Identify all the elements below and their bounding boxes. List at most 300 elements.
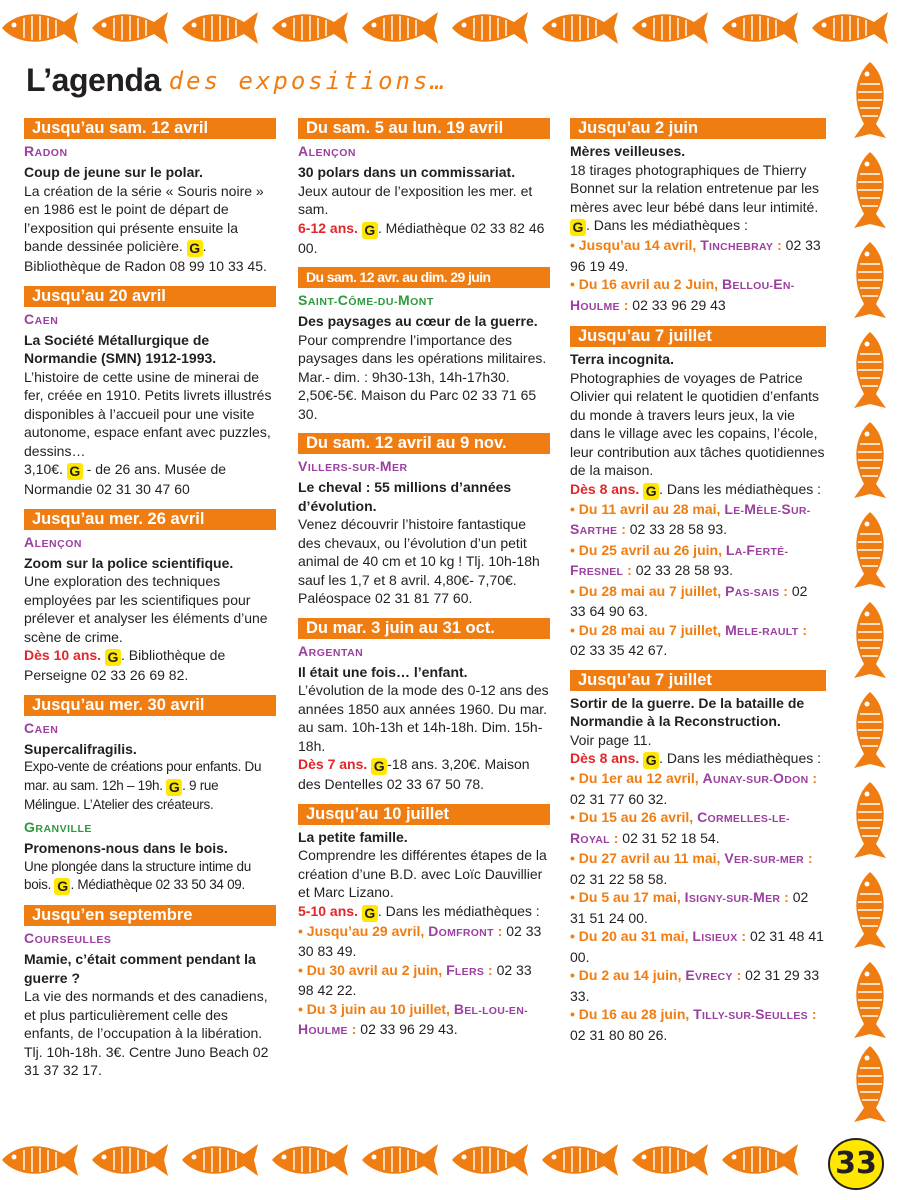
place-initial: F [746, 541, 756, 558]
fish-icon [812, 12, 888, 44]
place-name [298, 142, 550, 163]
event-block [24, 118, 276, 276]
place-initial: C [697, 809, 708, 825]
list-sep: : [623, 562, 636, 578]
list-place [446, 962, 484, 978]
place-name [298, 642, 550, 663]
list-place [703, 770, 809, 786]
event-description [570, 369, 826, 500]
fish-icon [182, 12, 258, 44]
fish-icon [2, 12, 78, 44]
phone-number: 02 33 96 19 49. [570, 237, 821, 274]
place-rest: ERTÉ- [755, 545, 789, 558]
list-item [570, 541, 826, 582]
description-text: La création de la série « Souris noire » en 1986 est le point de départ de l’exposition qui présente ensuite la bande dessinée policière. [24, 182, 264, 254]
place-rest: RANVILLE [35, 823, 92, 835]
event-title: Promenons-nous dans le bois. [24, 840, 228, 856]
place-initial: H [570, 296, 581, 313]
date-header: Jusqu’en septembre [24, 905, 276, 926]
fish-icon [452, 12, 528, 44]
place-initial: A [298, 642, 309, 659]
place-initial: M [744, 500, 757, 517]
event-description [24, 858, 276, 896]
venue-text: . Dans les médiathèques : [659, 750, 822, 766]
place-initial: A [24, 533, 35, 550]
event-block [570, 670, 826, 1045]
column-1 [24, 118, 276, 1090]
list-item [298, 922, 550, 961]
date-header: Jusqu’au 2 juin [570, 118, 826, 139]
place-initial: L [692, 928, 702, 944]
column-2 [298, 118, 550, 1051]
description-text: Expo-vente de créations pour enfants. Du mar. au sam. 12h – 19h. [24, 759, 262, 793]
event-title: Sortir de la guerre. De la bataille de Normandie à la Reconstruction. [570, 694, 805, 729]
place-initial: P [725, 582, 735, 599]
list-place [685, 967, 732, 983]
place-initial: M [753, 889, 766, 905]
age-range: Dès 10 ans. [24, 647, 102, 663]
list-item [570, 849, 826, 888]
list-item [298, 1000, 550, 1041]
fish-icon [92, 12, 168, 44]
place-rest: DON [784, 774, 809, 786]
place-rest: LENÇON [34, 537, 82, 550]
list-date: • Du 30 avril au 2 juin, [298, 961, 447, 978]
place-rest: LENÇON [308, 147, 356, 159]
place-name [298, 291, 550, 312]
date-header: Du sam. 12 avril au 9 nov. [298, 433, 550, 454]
place-initial: A [702, 770, 713, 786]
list-date: • Du 16 au 28 juin, [570, 1006, 694, 1022]
fish-icon [854, 1046, 886, 1122]
place-initial: H [298, 1021, 309, 1037]
place-name [24, 310, 276, 331]
place-rest: N- [782, 280, 795, 292]
event-description [24, 368, 276, 499]
event-description [24, 572, 276, 685]
place-rest: OULME [580, 300, 620, 313]
place-rest: OURSEULLES [34, 934, 112, 946]
phone-number: 02 31 48 41 00. [570, 928, 824, 965]
list-sep: : [807, 1006, 817, 1022]
phone-number: 02 33 98 42 22. [298, 961, 532, 998]
list-place [428, 923, 494, 939]
g-badge-icon: G [362, 905, 378, 922]
fish-icon [362, 1144, 438, 1176]
place-rest: ELE-RAULT [737, 625, 799, 638]
list-item [570, 582, 826, 621]
g-badge-icon: G [643, 483, 659, 500]
place-initial: T [700, 237, 710, 253]
place-rest: ÈLE- [756, 504, 782, 517]
fish-icon [854, 62, 886, 138]
list-sep: : [617, 521, 630, 537]
fish-icon [854, 152, 886, 228]
event-block [570, 326, 826, 660]
event-title: Terra incognita. [570, 351, 674, 367]
list-date: • Du 20 au 31 mai, [570, 928, 693, 944]
place-initial: V [724, 850, 734, 866]
place-initial: T [693, 1006, 703, 1022]
list-sep: : [347, 1021, 361, 1037]
event-description [570, 731, 826, 770]
fish-icon [854, 332, 886, 408]
list-date: • Du 3 juin au 10 juillet, [298, 1000, 454, 1017]
place-rest: LERS [454, 965, 485, 978]
place-initial: E [773, 276, 783, 292]
place-rest: OMFRONT [438, 926, 494, 939]
event-description [24, 182, 276, 276]
column-3 [570, 118, 826, 1054]
event-title: La petite famille. [298, 828, 408, 845]
event-description [298, 846, 550, 922]
place-name [298, 457, 550, 478]
venue-text: -18 ans. 3,20€. Maison des Dentelles 02 33 67 50 78. [298, 756, 530, 792]
event-description [24, 758, 276, 814]
event-block [24, 695, 276, 896]
place-name [24, 818, 276, 839]
event-title: Mères veilleuses. [570, 143, 686, 159]
age-range: Dès 8 ans. [570, 750, 640, 766]
date-header: Du sam. 12 avr. au dim. 29 juin [298, 267, 550, 288]
list-sep: : [808, 770, 818, 786]
list-date: • Du 28 mai au 7 juillet, [570, 621, 726, 638]
list-date: • Jusqu’au 29 avril, [298, 922, 429, 939]
list-place [724, 850, 804, 866]
list-place [685, 889, 781, 905]
description-text: 18 tirages photographiques de Thierry Bonnet sur la relation entretenue par les mères avec leur bébé dans leur intimité. [570, 161, 820, 215]
place-rest: OYAL [580, 833, 610, 846]
place-rest: ELLOU- [732, 280, 774, 292]
event-title: Des paysages au cœur de la guerre. [298, 313, 538, 329]
date-header: Jusqu’au sam. 12 avril [24, 118, 276, 139]
description-text: Une exploration des techniques employées par les scientifiques pour prélever et analyser les éléments d’une scène de crime. [24, 573, 268, 645]
list-item [570, 927, 826, 966]
list-date: • Du 25 avril au 26 juin, [570, 541, 726, 558]
event-description [298, 681, 550, 794]
fish-border-right [830, 56, 902, 1126]
event-title: Le cheval : 55 millions d’années d’évolution. [298, 479, 512, 514]
date-header: Jusqu’au 20 avril [24, 286, 276, 307]
fish-icon [854, 692, 886, 768]
date-header: Jusqu’au 7 juillet [570, 326, 826, 347]
list-date: • Du 11 avril au 28 mai, [570, 500, 725, 517]
place-initial: S [781, 500, 792, 517]
g-badge-icon: G [54, 878, 70, 895]
event-title: Supercalifragilis. [24, 740, 137, 757]
list-item [570, 500, 826, 541]
fish-icon [854, 782, 886, 858]
page-number [826, 1136, 886, 1192]
list-date: • Du 5 au 17 mai, [570, 889, 685, 905]
event-block [24, 905, 276, 1080]
event-title: Coup de jeune sur le polar. [24, 164, 203, 180]
list-sep: : [804, 850, 813, 866]
g-badge-icon: G [362, 222, 378, 239]
event-block [298, 804, 550, 1041]
list-sep: : [773, 237, 786, 253]
fish-icon [542, 12, 618, 44]
age-range: 5-10 ans. [298, 902, 358, 919]
list-place [700, 237, 773, 253]
description-text: L’histoire de cette usine de minerai de fer, créée en 1910. Petits livrets illustrés disponibles à l’accueil pour une visite autonome, espace enfant avec puzzles, dessins… [24, 368, 272, 459]
place-initial: L [725, 541, 735, 558]
place-rest: RESNEL [578, 566, 624, 578]
place-initial: F [446, 961, 455, 978]
phone-number: 02 31 52 18 54. [622, 829, 720, 846]
fish-icon [182, 1144, 258, 1176]
page-title [26, 62, 448, 112]
list-item [570, 769, 826, 808]
list-sep: : [732, 967, 746, 983]
date-header: Jusqu’au 7 juillet [570, 670, 826, 691]
fish-icon [722, 12, 798, 44]
date-header: Du mar. 3 juin au 31 oct. [298, 618, 550, 639]
place-rest: SIGNY-SUR- [688, 893, 754, 905]
fish-icon [272, 1144, 348, 1176]
place-initial: D [428, 922, 439, 939]
place-initial: E [685, 967, 696, 983]
event-description: La vie des normands et des canadiens, et plus particulièrement celle des enfants, de l’occupation à la libération. Tlj. 10h-18h. 3€. Centre Juno Beach 02 31 37 32 17. [24, 988, 269, 1078]
fish-border-top [0, 0, 902, 56]
fish-icon [854, 512, 886, 588]
fish-icon [854, 602, 886, 678]
fish-icon [854, 242, 886, 318]
date-header: Jusqu’au mer. 26 avril [24, 509, 276, 530]
place-rest: UNAY-SUR- [712, 774, 774, 786]
place-initial: S [570, 521, 580, 537]
place-rest: OULME [308, 1025, 348, 1037]
phone-number: 02 31 80 80 26. [570, 1026, 668, 1043]
fish-icon [452, 1144, 528, 1176]
date-header: Jusqu’au 10 juillet [298, 804, 550, 825]
place-rest: ÔME-DU- [348, 296, 398, 308]
phone-number: 02 33 64 90 63. [570, 582, 808, 619]
place-rest: ORMELLES-LE- [707, 813, 790, 825]
place-rest: AINT- [307, 296, 338, 308]
place-initial: B [721, 276, 733, 292]
list-place [693, 1006, 808, 1022]
list-date: • Du 28 mai au 7 juillet, [570, 582, 726, 599]
venue-text: . Dans les médiathèques : [659, 480, 822, 497]
description-text: Une plongée dans la structure intime du bois. [24, 858, 251, 892]
list-item [298, 961, 550, 1000]
g-badge-icon: G [371, 758, 387, 775]
event-block [298, 118, 550, 257]
place-initial: S [298, 292, 308, 308]
venue-text: . Dans les médiathèques : [377, 902, 540, 919]
g-badge-icon: G [67, 463, 83, 480]
place-rest: AS-SAIS [734, 586, 780, 599]
place-initial: V [298, 458, 308, 474]
g-badge-icon: G [570, 219, 586, 236]
list-sep: : [780, 889, 793, 905]
phone-number: 02 31 51 24 00. [570, 889, 809, 926]
list-date: • Jusqu’au 14 avril, [570, 237, 701, 253]
phone-number: 02 33 28 58 93. [635, 562, 734, 578]
event-title: Mamie, c’était comment pendant la guerre ? [24, 951, 256, 986]
venue-text: . Médiathèque 02 33 50 34 09. [70, 877, 245, 892]
fish-icon [854, 872, 886, 948]
phone-number: 02 33 35 42 67. [570, 642, 668, 658]
place-rest: AEN [34, 314, 59, 327]
event-block [298, 618, 550, 794]
event-description: Pour comprendre l’importance des paysages dans les opérations militaires. Mar.- dim. : 9h30-13h, 14h-17h30. 2,50€-5€. Maison du Parc 02 33 71 65 30. [298, 331, 547, 422]
phone-number: 02 33 28 58 93. [629, 521, 728, 537]
place-name [24, 929, 276, 950]
place-rest: ER [765, 893, 781, 905]
description-text: Comprendre les différentes étapes de la création d’une B.D. avec Loïc Dauvillier et Marc Lizano. [298, 847, 547, 900]
g-badge-icon: G [166, 779, 182, 796]
list-item [570, 621, 826, 660]
phone-number: 02 33 30 83 49. [298, 922, 542, 959]
place-rest: E- [733, 504, 745, 517]
list-place [725, 583, 779, 599]
place-initial: A [298, 143, 309, 159]
description-text: Photographies de voyages de Patrice Olivier qui relatent le quotidien d’enfants du monde à travers leurs jeux, la vie dans le village avec les copains, l’école, leur contribution aux tâches quotidiennes de la maison. [570, 369, 825, 478]
phone-number: 02 31 29 33 33. [570, 967, 820, 1004]
place-initial: C [24, 930, 35, 946]
place-rest: AEN [34, 723, 59, 736]
venue-text: . Bibliothèque de Perseigne 02 33 26 69 82. [24, 647, 226, 683]
event-title: La Société Métallurgique de Normandie (SMN) 1912-1993. [24, 331, 217, 366]
g-badge-icon: G [105, 649, 121, 666]
list-date: • Du 2 au 14 juin, [570, 967, 686, 983]
list-item [570, 966, 826, 1005]
list-item [570, 808, 826, 849]
place-rest: ISIEUX [701, 932, 738, 944]
place-name [24, 533, 276, 554]
place-rest: ILLY-SUR- [702, 1010, 756, 1022]
date-header: Du sam. 5 au lun. 19 avril [298, 118, 550, 139]
place-rest: ARTHE [579, 525, 618, 537]
age-range: Dès 8 ans. [570, 480, 640, 497]
venue-text: . Dans les médiathèques : [586, 217, 748, 233]
place-rest: ONT [410, 296, 434, 308]
venue-text: . 9 rue Mélingue. L’Atelier des créateurs. [24, 777, 219, 812]
title-main: L’agenda [26, 62, 161, 98]
list-sep: : [737, 928, 750, 944]
place-rest: ADON [34, 147, 68, 159]
description-text: L’évolution de la mode des 0-12 ans des années 1850 aux années 1960. Du mar. au sam. 10h-13h et 14h-18h. Dim. 15h-18h. [298, 682, 549, 754]
phone-number: 02 31 22 58 58. [570, 870, 668, 887]
list-sep: : [484, 961, 497, 978]
place-rest: A- [734, 545, 747, 558]
list-place [692, 928, 737, 944]
age-range: 6-12 ans. [298, 219, 358, 236]
fish-icon [854, 962, 886, 1038]
list-date: • Du 15 au 26 avril, [570, 809, 698, 825]
phone-number: 02 33 96 29 43. [360, 1021, 458, 1037]
age-range: Dès 7 ans. [298, 756, 368, 772]
place-rest: UR- [791, 504, 811, 517]
fish-icon [542, 1144, 618, 1176]
list-item [570, 275, 826, 316]
list-place [725, 622, 798, 638]
list-date: • Du 1er au 12 avril, [570, 770, 703, 786]
list-sep: : [779, 582, 792, 599]
event-block [570, 118, 826, 316]
fish-icon [92, 1144, 168, 1176]
fish-icon [272, 12, 348, 44]
list-date: • Du 27 avril au 11 mai, [570, 850, 725, 866]
place-initial: C [337, 292, 349, 308]
place-rest: INCHEBRAY [709, 241, 774, 253]
date-header: Jusqu’au mer. 30 avril [24, 695, 276, 716]
place-initial: O [773, 770, 785, 786]
fish-icon [854, 422, 886, 498]
event-block [298, 267, 550, 423]
fish-icon [722, 1144, 798, 1176]
place-initial: C [24, 310, 35, 327]
fish-icon [2, 1144, 78, 1176]
event-title: Il était une fois… l’enfant. [298, 663, 468, 680]
venue-text: . Médiathèque 02 33 82 46 00. [298, 219, 545, 256]
event-title: Zoom sur la police scientifique. [24, 554, 234, 571]
g-badge-icon: G [643, 752, 659, 769]
place-rest: ILLERS-SUR- [307, 462, 380, 474]
place-rest: RGENTAN [308, 646, 364, 659]
list-item [570, 888, 826, 927]
venue-text: - de 26 ans. Musée de Normandie 02 31 30 47 60 [24, 461, 227, 497]
phone-number: 02 31 77 60 32. [570, 790, 668, 807]
description-text: Voir page 11. [570, 731, 652, 748]
place-initial: S [755, 1006, 765, 1022]
event-description: Venez découvrir l’histoire fantastique des chevaux, ou l’évolution d’un petit animal de 40 cm et 10 kg ! Tlj. 10h-18h sauf les 1,7 et 8 avril. 4,80€- 7,70€. Paléospace 02 31 81 77 60. [298, 516, 540, 606]
list-item [570, 236, 826, 275]
list-sep: : [609, 829, 623, 846]
place-initial: G [24, 819, 36, 835]
event-block [24, 509, 276, 685]
place-name [24, 142, 276, 163]
place-initial: F [570, 562, 579, 578]
place-initial: C [24, 719, 35, 736]
place-initial: M [379, 458, 393, 474]
title-script: des expositions… [168, 66, 448, 95]
page-number-text: 33 [835, 1146, 877, 1181]
list-sep: : [619, 296, 633, 313]
list-sep: : [493, 922, 507, 939]
fish-icon [362, 12, 438, 44]
description-text: Jeux autour de l’exposition les mer. et sam. [298, 182, 533, 217]
place-name [24, 719, 276, 740]
place-initial: M [397, 292, 411, 308]
place-initial: L [724, 500, 734, 517]
list-date: • Du 16 avril au 2 Juin, [570, 276, 722, 292]
place-rest: ER-SUR-MER [733, 854, 805, 866]
fish-icon [632, 12, 708, 44]
price-text: 3,10€. [24, 461, 63, 477]
place-initial: R [570, 829, 581, 846]
g-badge-icon: G [187, 240, 203, 257]
place-rest: EULLES [764, 1010, 808, 1022]
event-title: 30 polars dans un commissariat. [298, 164, 516, 180]
place-rest: ER [392, 462, 408, 474]
place-initial: B [453, 1000, 465, 1017]
event-description [570, 161, 826, 237]
fish-border-bottom [0, 1130, 840, 1190]
list-item [570, 1005, 826, 1044]
list-sep: : [798, 621, 808, 638]
event-description [298, 182, 550, 258]
place-initial: I [684, 889, 689, 905]
venue-text: . Bibliothèque de Radon 08 99 10 33 45. [24, 238, 267, 274]
fish-icon [632, 1144, 708, 1176]
event-block [298, 433, 550, 608]
phone-number: 02 33 96 29 43 [632, 296, 726, 313]
place-rest: EL-LOU-EN- [464, 1004, 528, 1017]
place-rest: VRECY [695, 971, 733, 983]
